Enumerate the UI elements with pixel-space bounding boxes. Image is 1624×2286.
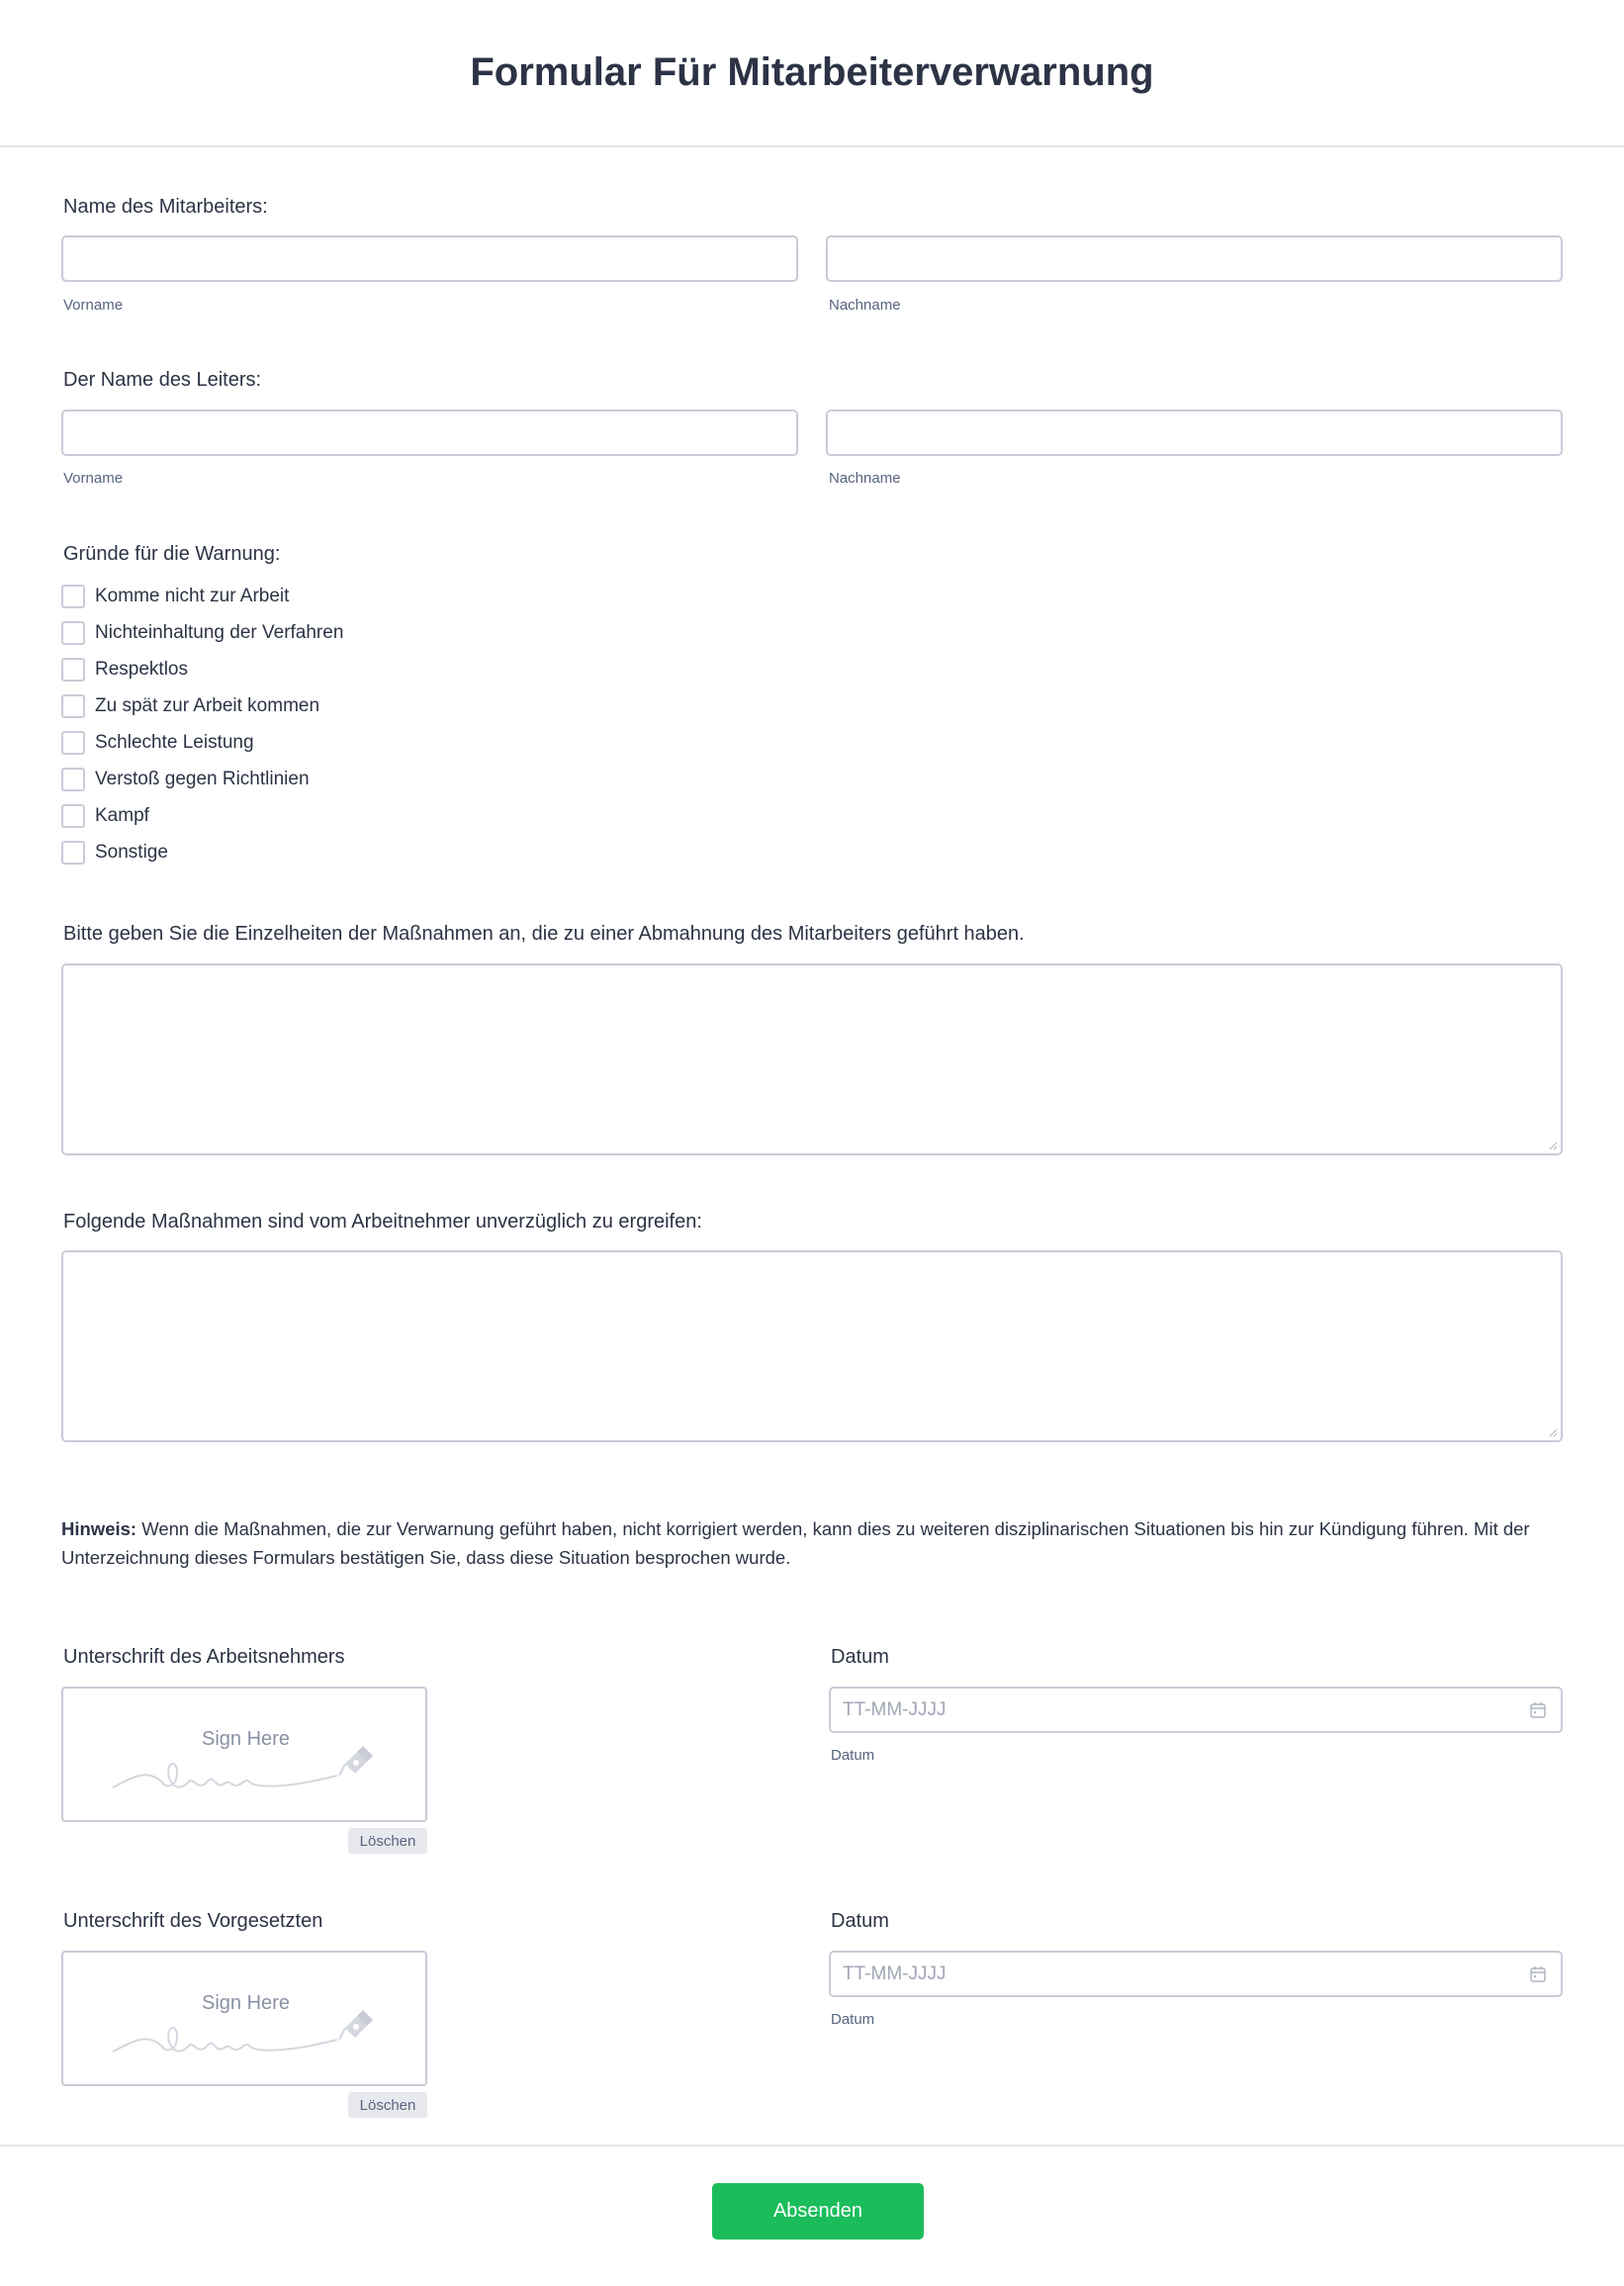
checkbox-label: Verstoß gegen Richtlinien [95, 768, 310, 789]
calendar-icon[interactable] [1529, 1701, 1547, 1719]
checkbox[interactable] [61, 804, 85, 828]
manager-first-name-sublabel: Vorname [63, 470, 124, 487]
checkbox-label: Respektlos [95, 658, 188, 680]
calendar-icon[interactable] [1529, 1966, 1547, 1983]
employee-signature-pad[interactable] [61, 1687, 427, 1822]
checkbox-label: Sonstige [95, 841, 168, 863]
checkbox[interactable] [61, 731, 85, 755]
checkbox-label: Kampf [95, 804, 149, 826]
manager-last-name-sublabel: Nachname [829, 470, 901, 487]
checkbox[interactable] [61, 694, 85, 718]
checkbox[interactable] [61, 621, 85, 645]
checkbox-option[interactable] [61, 724, 343, 761]
checkbox-option[interactable] [61, 687, 343, 724]
sign-here-placeholder: Sign Here [202, 1728, 290, 1750]
checkbox[interactable] [61, 841, 85, 865]
checkbox-option[interactable] [61, 834, 343, 870]
manager-first-name-input[interactable] [61, 410, 798, 456]
details-textarea[interactable] [61, 963, 1563, 1155]
reasons-label: Gründe für die Warnung: [63, 543, 281, 565]
checkbox-option[interactable] [61, 797, 343, 834]
reasons-checkbox-list [61, 578, 343, 870]
checkbox-option[interactable] [61, 761, 343, 797]
employee-signature-clear-button[interactable]: Löschen [348, 1828, 427, 1854]
checkbox-label: Nichteinhaltung der Verfahren [95, 621, 344, 643]
manager-name-label: Der Name des Leiters: [63, 369, 262, 391]
checkbox-label: Schlechte Leistung [95, 731, 254, 753]
submit-button[interactable]: Absenden [712, 2183, 924, 2240]
resize-grip-icon[interactable] [1548, 1427, 1558, 1437]
supervisor-signature-pad[interactable] [61, 1951, 427, 2086]
employee-date-label: Datum [831, 1646, 889, 1668]
checkbox[interactable] [61, 768, 85, 791]
employee-date-sublabel: Datum [831, 1747, 875, 1764]
form-header [0, 0, 1624, 147]
checkbox-label: Komme nicht zur Arbeit [95, 585, 290, 606]
manager-last-name-input[interactable] [826, 410, 1563, 456]
form-footer [0, 2145, 1624, 2286]
date-placeholder: TT-MM-JJJJ [843, 1698, 947, 1720]
note-text: Wenn die Maßnahmen, die zur Verwarnung geführt haben, nicht korrigiert werden, kann dies zu weiteren disziplinarischen Situationen bis hin zur Kündigung führen. Mit der Unterzeichnung dieses Formulars bestätigen Sie, dass diese Situation besprochen wurde. [61, 1518, 1530, 1568]
employee-name-label: Name des Mitarbeiters: [63, 196, 268, 218]
resize-grip-icon[interactable] [1548, 1141, 1558, 1150]
note-paragraph [61, 1514, 1565, 1572]
employee-last-name-input[interactable] [826, 235, 1563, 282]
note-prefix: Hinweis: [61, 1518, 137, 1539]
checkbox-option[interactable] [61, 614, 343, 651]
date-placeholder: TT-MM-JJJJ [843, 1963, 947, 1984]
checkbox[interactable] [61, 658, 85, 682]
actions-textarea[interactable] [61, 1250, 1563, 1442]
supervisor-date-sublabel: Datum [831, 2011, 875, 2028]
supervisor-date-input[interactable] [829, 1951, 1563, 1997]
supervisor-signature-clear-button[interactable]: Löschen [348, 2092, 427, 2118]
checkbox-option[interactable] [61, 578, 343, 614]
supervisor-date-label: Datum [831, 1910, 889, 1932]
employee-last-name-sublabel: Nachname [829, 297, 901, 314]
page-title: Formular Für Mitarbeiterverwarnung [470, 50, 1154, 94]
checkbox-option[interactable] [61, 651, 343, 687]
employee-first-name-sublabel: Vorname [63, 297, 124, 314]
employee-first-name-input[interactable] [61, 235, 798, 282]
sign-here-placeholder: Sign Here [202, 1992, 290, 2014]
checkbox-label: Zu spät zur Arbeit kommen [95, 694, 320, 716]
details-label: Bitte geben Sie die Einzelheiten der Maßnahmen an, die zu einer Abmahnung des Mitarbeiters geführt haben. [63, 923, 1025, 945]
employee-signature-label: Unterschrift des Arbeitsnehmers [63, 1646, 345, 1668]
employee-date-input[interactable] [829, 1687, 1563, 1733]
supervisor-signature-label: Unterschrift des Vorgesetzten [63, 1910, 323, 1932]
checkbox[interactable] [61, 585, 85, 608]
actions-label: Folgende Maßnahmen sind vom Arbeitnehmer unverzüglich zu ergreifen: [63, 1211, 702, 1233]
